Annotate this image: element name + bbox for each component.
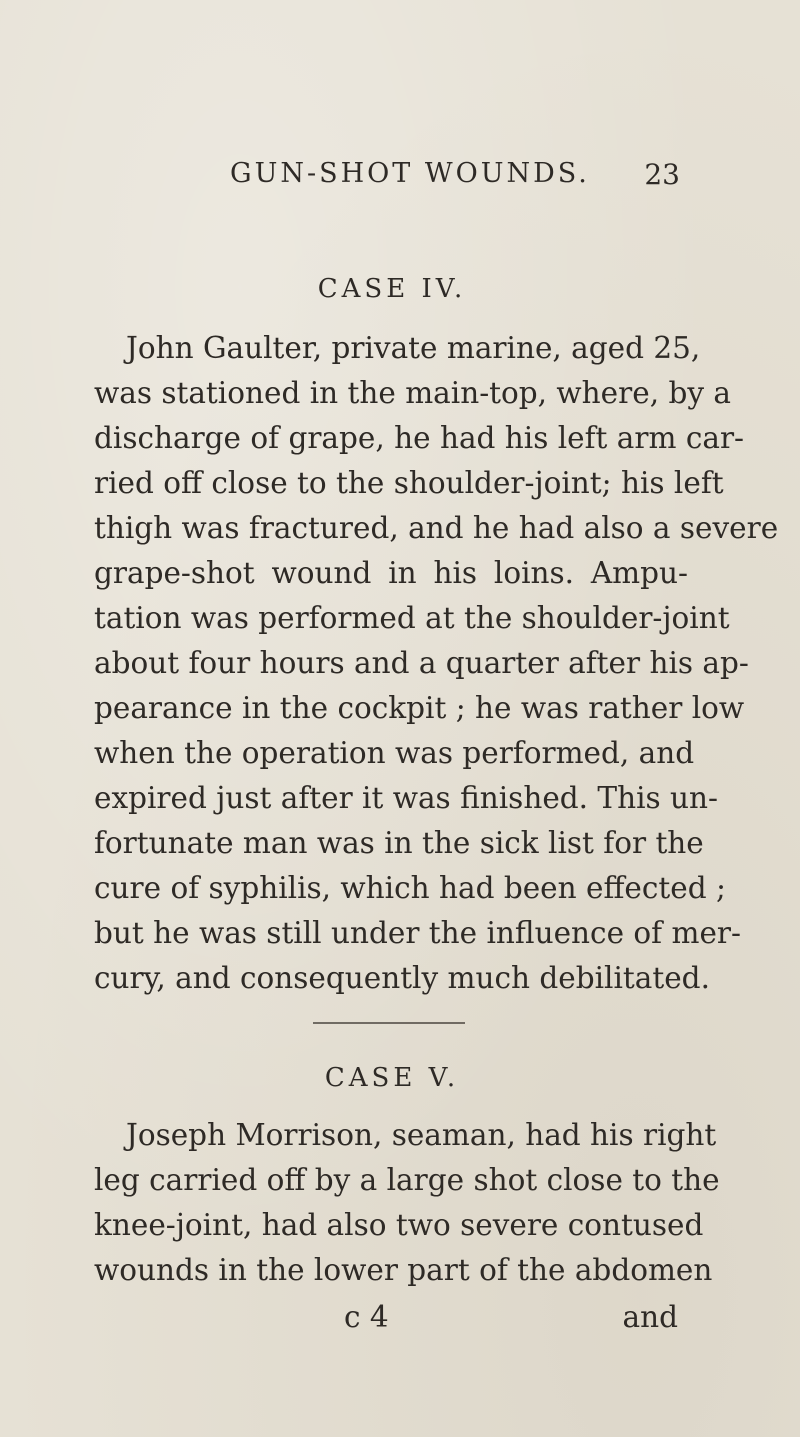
text-line: was stationed in the main-top, where, by a [94,376,731,410]
text-line: Joseph Morrison, seaman, had his right [126,1118,717,1152]
text-line: but he was still under the influence of mer- [94,916,741,950]
text-line: knee-joint, had also two severe contused [94,1208,704,1242]
text-line: fortunate man was in the sick list for the [94,826,704,860]
text-line: pearance in the cockpit ; he was rather low [94,691,745,725]
text-line: ried off close to the shoulder-joint; his left [94,466,724,500]
case-v-heading: CASE V. [324,1063,460,1093]
text-line: about four hours and a quarter after his ap- [94,646,749,680]
page-number: 23 [644,158,680,191]
catchword: and [622,1300,678,1334]
text-line: tation was performed at the shoulder-joint [94,601,730,635]
case-iv-heading: CASE IV. [317,274,467,304]
text-line: John Gaulter, private marine, aged 25, [126,331,701,365]
text-line: thigh was fractured, and he had also a severe [94,511,779,545]
section-divider [313,1022,465,1024]
running-head [230,158,680,194]
text-line: leg carried off by a large shot close to the [94,1163,720,1197]
text-line: expired just after it was finished. This un- [94,781,719,815]
text-line: discharge of grape, he had his left arm car- [94,421,745,455]
running-title: GUN-SHOT WOUNDS. [230,158,590,189]
page-footer [94,1295,688,1340]
signature-mark: c 4 [344,1300,389,1334]
case-v-paragraph [94,1113,720,1293]
text-line: cury, and consequently much debilitated. [94,961,710,995]
text-line: grape-shot wound in his loins. Ampu- [94,556,688,590]
text-line: cure of syphilis, which had been effected ; [94,871,726,905]
text-line: wounds in the lower part of the abdomen [94,1253,713,1287]
case-iv-paragraph [94,326,779,1001]
text-line: when the operation was performed, and [94,736,695,770]
